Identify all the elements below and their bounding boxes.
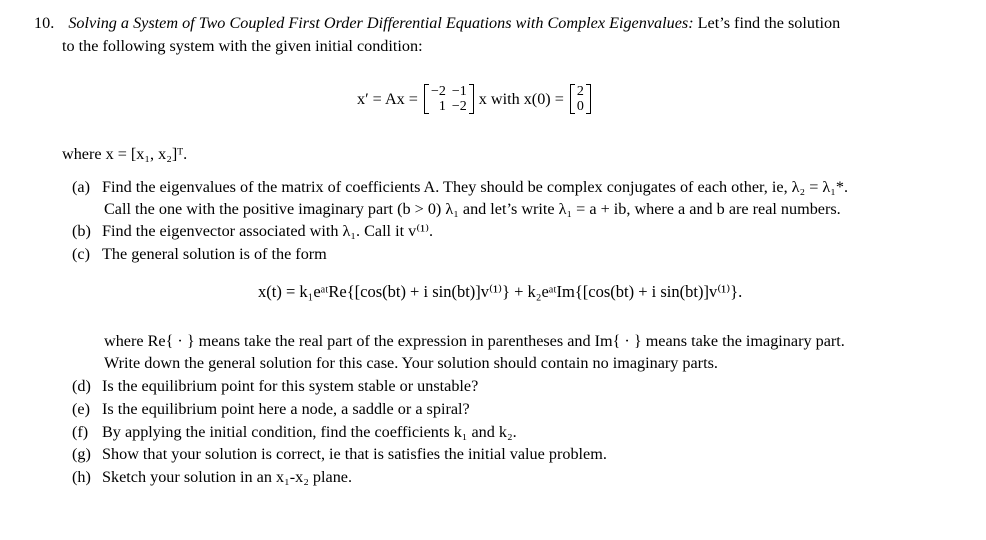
where-line: where x = [x₁, x₂]ᵀ. — [62, 145, 188, 163]
item-text: Sketch your solution in an x₁-x₂ plane. — [102, 468, 353, 486]
item-text: Find the eigenvector associated with λ₁. Call it v⁽¹⁾. — [102, 222, 434, 240]
matrix-a-cell: −2 — [430, 84, 446, 99]
initial-vector — [570, 84, 591, 114]
problem-number: 10. — [34, 14, 55, 32]
item-text: Is the equilibrium point here a node, a saddle or a spiral? — [102, 400, 470, 418]
equation-lhs: x′ = Ax = — [357, 89, 418, 108]
matrix-a — [424, 84, 474, 114]
item-text: Find the eigenvalues of the matrix of coefficients A. They should be complex conjugates of each other, ie, λ₂ = λ₁*. — [102, 178, 849, 196]
item-label: (d) — [72, 377, 91, 395]
system-equation — [357, 73, 591, 125]
matrix-a-cell: 1 — [438, 99, 446, 114]
item-text: The general solution is of the form — [102, 245, 327, 263]
item-label: (g) — [72, 445, 91, 463]
item-g — [72, 444, 607, 464]
item-label: (c) — [72, 245, 90, 263]
initial-vector-cell: 0 — [576, 99, 584, 114]
item-label: (h) — [72, 468, 91, 486]
item-a-continuation: Call the one with the positive imaginary part (b > 0) λ₁ and let’s write λ₁ = a + ib, where a and b are real numbers. — [104, 200, 841, 218]
item-c — [72, 244, 327, 264]
item-a — [72, 177, 848, 197]
general-solution-formula: x(t) = k₁eᵃᵗRe{[cos(bt) + i sin(bt)]v⁽¹⁾} + k₂eᵃᵗIm{[cos(bt) + i sin(bt)]v⁽¹⁾}. — [258, 282, 743, 301]
item-label: (b) — [72, 222, 91, 240]
item-c-note-2: Write down the general solution for this case. Your solution should contain no imaginary parts. — [104, 354, 718, 372]
problem-header — [34, 13, 840, 33]
problem-intro-1: Let’s find the solution — [697, 14, 841, 32]
item-e — [72, 399, 470, 419]
item-text: Is the equilibrium point for this system stable or unstable? — [102, 377, 479, 395]
problem-intro-2: to the following system with the given initial condition: — [62, 37, 423, 55]
item-d — [72, 376, 478, 396]
matrix-a-cell: −1 — [451, 84, 467, 99]
equation-with-text: x with x(0) = — [478, 89, 564, 108]
item-b — [72, 221, 433, 241]
item-c-note-1: where Re{ · } means take the real part of the expression in parentheses and Im{ · } means take the imaginary part. — [104, 332, 845, 350]
item-text: Show that your solution is correct, ie that is satisfies the initial value problem. — [102, 445, 607, 463]
item-label: (a) — [72, 178, 90, 196]
initial-vector-cell: 2 — [576, 84, 584, 99]
item-text: By applying the initial condition, find the coefficients k₁ and k₂. — [102, 423, 517, 441]
item-label: (f) — [72, 423, 89, 441]
item-h — [72, 467, 352, 487]
matrix-a-cell: −2 — [451, 99, 467, 114]
problem-title: Solving a System of Two Coupled First Order Differential Equations with Complex Eigenvalues: — [68, 14, 694, 32]
item-label: (e) — [72, 400, 90, 418]
item-f — [72, 422, 517, 442]
